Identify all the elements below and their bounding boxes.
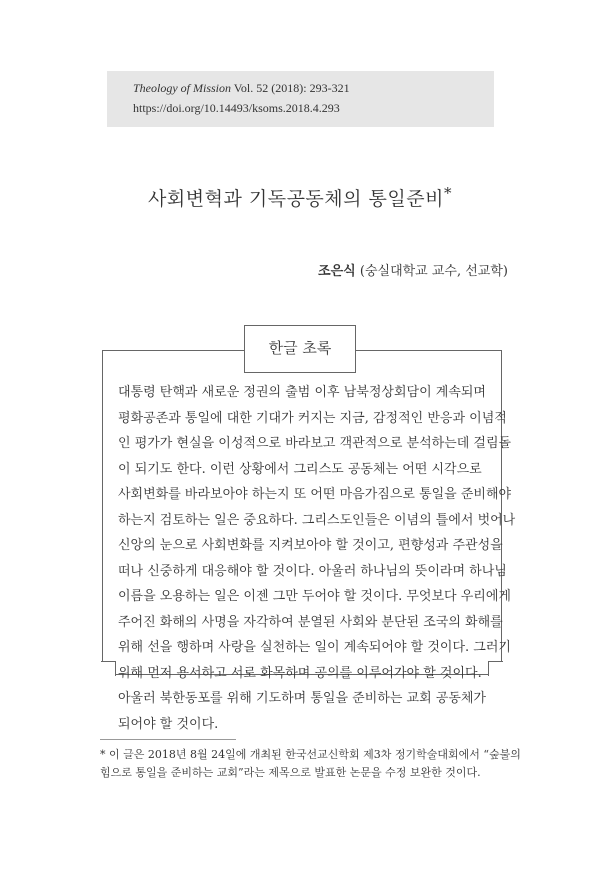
abstract-line: 아울러 북한동포를 위해 기도하며 통일을 준비하는 교회 공동체가	[118, 691, 486, 706]
journal-citation-line	[133, 81, 350, 96]
author-name: 조은식	[318, 264, 356, 279]
author-line	[318, 260, 508, 279]
journal-header	[107, 71, 494, 127]
abstract-line: 사회변화를 바라보아야 하는지 또 어떤 마음가짐으로 통일을 준비해야	[118, 487, 512, 502]
abstract-corner-fold-left	[101, 661, 116, 676]
abstract-line: 이름을 오용하는 일은 이젠 그만 두어야 할 것이다. 무엇보다 우리에게	[118, 589, 511, 604]
abstract-line: 위해 먼저 용서하고 서로 화목하며 공의를 이루어가야 할 것이다.	[118, 665, 482, 681]
abstract-line: 이 되기도 한다. 이런 상황에서 그리스도 공동체는 어떤 시각으로	[118, 461, 482, 477]
abstract-line: 위해 선을 행하며 사랑을 실천하는 일이 계속되어야 할 것이다. 그러기	[118, 640, 511, 655]
abstract-line: 떠나 신중하게 대응해야 할 것이다. 아울러 하나님의 뜻이라며 하나님	[118, 563, 507, 579]
author-affiliation: (숭실대학교 교수, 선교학)	[359, 264, 508, 279]
footnote-line: 힘으로 통일을 준비하는 교회”라는 제목으로 발표한 논문을 수정 보완한 것이다.	[100, 766, 481, 779]
abstract-body	[118, 380, 516, 737]
abstract-line: 인 평가가 현실을 이성적으로 바라보고 객관적으로 분석하는데 걸림돌	[118, 436, 512, 451]
abstract-border-right	[353, 350, 501, 351]
journal-name: Theology of Mission	[133, 81, 231, 95]
abstract-border-left	[103, 350, 251, 351]
abstract-line: 신앙의 눈으로 사회변화를 지켜보아야 할 것이고, 편향성과 주관성을	[118, 538, 503, 553]
footnote	[100, 746, 520, 782]
paper-title	[0, 184, 600, 211]
abstract-line: 주어진 화해의 사명을 자각하여 분열된 사회와 분단된 조국의 화해를	[118, 614, 503, 630]
footnote-line: * 이 글은 2018년 8월 24일에 개최된 한국선교신학회 제3차 정기학술대회에서 “숲불의	[100, 748, 521, 761]
abstract-label: 한글 초록	[244, 325, 356, 373]
doi-link[interactable]: https://doi.org/10.14493/ksoms.2018.4.293	[133, 101, 340, 115]
abstract-line: 되어야 할 것이다.	[118, 716, 219, 732]
footnote-divider	[100, 739, 236, 740]
paper-title-text: 사회변혁과 기독공동체의 통일준비	[148, 188, 444, 210]
journal-volume: Vol. 52 (2018): 293-321	[233, 81, 350, 95]
abstract-line: 평화공존과 통일에 대한 기대가 커지는 지금, 감정적인 반응과 이념적	[118, 410, 507, 426]
abstract-line: 하는지 검토하는 일은 중요하다. 그리스도인들은 이념의 틀에서 벗어나	[118, 512, 516, 528]
title-footnote-mark[interactable]: *	[443, 184, 452, 202]
abstract-line: 대통령 탄핵과 새로운 정권의 출범 이후 남북정상회담이 계속되며	[118, 385, 486, 400]
